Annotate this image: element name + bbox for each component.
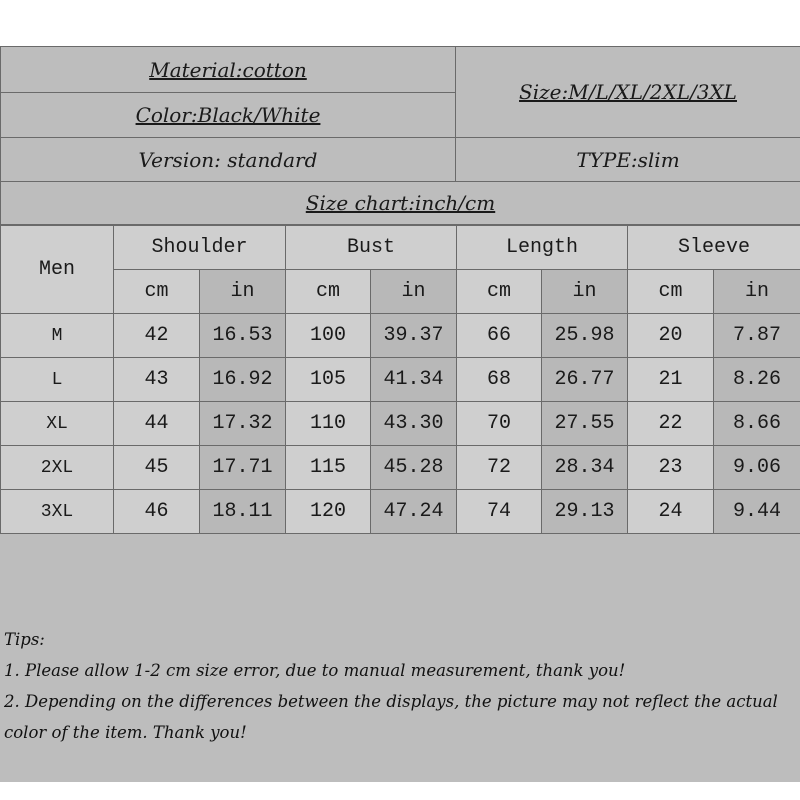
value-in-cell: 27.55 [542, 402, 628, 446]
value-in-cell: 29.13 [542, 490, 628, 534]
value-cm-cell: 20 [628, 314, 714, 358]
unit-in: in [200, 270, 286, 314]
color-cell: Color:Black/White [1, 93, 456, 138]
material-cell: Material:cotton [1, 47, 456, 93]
size-label-cell: M [1, 314, 114, 358]
row-header-men: Men [1, 226, 114, 314]
value-in-cell: 43.30 [371, 402, 457, 446]
unit-cm: cm [286, 270, 371, 314]
value-in-cell: 8.66 [714, 402, 800, 446]
value-in-cell: 9.44 [714, 490, 800, 534]
unit-cm: cm [114, 270, 200, 314]
table-row [1, 402, 800, 446]
value-cm-cell: 70 [457, 402, 542, 446]
header-bust: Bust [286, 226, 457, 270]
value-cm-cell: 66 [457, 314, 542, 358]
value-in-cell: 41.34 [371, 358, 457, 402]
size-label-cell: L [1, 358, 114, 402]
value-in-cell: 47.24 [371, 490, 457, 534]
table-row [1, 314, 800, 358]
value-cm-cell: 72 [457, 446, 542, 490]
tips-heading: Tips: [4, 630, 45, 649]
value-cm-cell: 115 [286, 446, 371, 490]
value-cm-cell: 21 [628, 358, 714, 402]
value-cm-cell: 22 [628, 402, 714, 446]
table-row [1, 358, 800, 402]
unit-in: in [371, 270, 457, 314]
value-cm-cell: 42 [114, 314, 200, 358]
value-in-cell: 17.71 [200, 446, 286, 490]
value-cm-cell: 100 [286, 314, 371, 358]
table-row [1, 490, 800, 534]
size-label-cell: 3XL [1, 490, 114, 534]
value-in-cell: 16.53 [200, 314, 286, 358]
tip-line-1: 1. Please allow 1-2 cm size error, due to manual measurement, thank you! [4, 661, 626, 680]
version-cell: Version: standard [1, 138, 456, 182]
value-in-cell: 16.92 [200, 358, 286, 402]
unit-in: in [542, 270, 628, 314]
value-cm-cell: 68 [457, 358, 542, 402]
value-cm-cell: 105 [286, 358, 371, 402]
tip-line-3: color of the item. Thank you! [4, 723, 247, 742]
tip-line-2: 2. Depending on the differences between the displays, the picture may not reflect the actual [4, 692, 778, 711]
value-in-cell: 8.26 [714, 358, 800, 402]
value-cm-cell: 120 [286, 490, 371, 534]
unit-in: in [714, 270, 800, 314]
value-cm-cell: 46 [114, 490, 200, 534]
value-in-cell: 39.37 [371, 314, 457, 358]
value-in-cell: 18.11 [200, 490, 286, 534]
value-cm-cell: 23 [628, 446, 714, 490]
header-sleeve: Sleeve [628, 226, 800, 270]
header-length: Length [457, 226, 628, 270]
unit-cm: cm [457, 270, 542, 314]
header-shoulder: Shoulder [114, 226, 286, 270]
tips-section [4, 624, 800, 748]
value-in-cell: 28.34 [542, 446, 628, 490]
value-cm-cell: 44 [114, 402, 200, 446]
size-list-cell: Size:M/L/XL/2XL/3XL [456, 47, 800, 138]
size-label-cell: XL [1, 402, 114, 446]
value-in-cell: 26.77 [542, 358, 628, 402]
value-in-cell: 9.06 [714, 446, 800, 490]
value-in-cell: 25.98 [542, 314, 628, 358]
size-label-cell: 2XL [1, 446, 114, 490]
value-in-cell: 17.32 [200, 402, 286, 446]
value-in-cell: 7.87 [714, 314, 800, 358]
value-cm-cell: 24 [628, 490, 714, 534]
value-in-cell: 45.28 [371, 446, 457, 490]
size-chart-title: Size chart:inch/cm [1, 182, 800, 225]
type-cell: TYPE:slim [456, 138, 800, 182]
table-row [1, 446, 800, 490]
value-cm-cell: 110 [286, 402, 371, 446]
unit-cm: cm [628, 270, 714, 314]
value-cm-cell: 45 [114, 446, 200, 490]
product-info-table [0, 46, 800, 225]
value-cm-cell: 43 [114, 358, 200, 402]
size-table [0, 225, 800, 534]
value-cm-cell: 74 [457, 490, 542, 534]
